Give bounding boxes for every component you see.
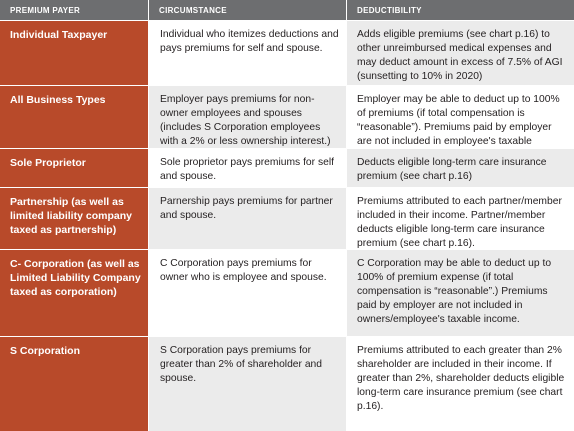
row-payer: All Business Types	[0, 85, 148, 148]
row-deductibility: Adds eligible premiums (see chart p.16) to other unreimbursed medical expenses and may deduct amount in excess of 7.5% of AGI (sunsetting to 10% in 2020)	[346, 20, 574, 85]
row-deductibility: Premiums attributed to each partner/member included in their income. Partner/member deducts eligible long-term care insurance premium (see chart p.16).	[346, 187, 574, 249]
row-payer: C- Corporation (as well as Limited Liability Company taxed as corporation)	[0, 249, 148, 336]
header-circumstance: CIRCUMSTANCE	[148, 0, 346, 20]
row-circumstance: Individual who itemizes deductions and pays premiums for self and spouse.	[148, 20, 346, 85]
row-deductibility: Deducts eligible long-term care insurance premium (see chart p.16)	[346, 148, 574, 187]
header-deductibility: DEDUCTIBILITY	[346, 0, 574, 20]
row-circumstance: C Corporation pays premiums for owner who is employee and spouse.	[148, 249, 346, 336]
row-deductibility: C Corporation may be able to deduct up to 100% of premium expense (if total compensation is “reasonable”.) Premiums paid by employer are not included in owners/employee's taxable income.	[346, 249, 574, 336]
row-circumstance: S Corporation pays premiums for greater than 2% of shareholder and spouse.	[148, 336, 346, 431]
row-payer: S Corporation	[0, 336, 148, 431]
row-payer: Sole Proprietor	[0, 148, 148, 187]
row-circumstance: Sole proprietor pays premiums for self and spouse.	[148, 148, 346, 187]
row-circumstance: Parnership pays premiums for partner and spouse.	[148, 187, 346, 249]
row-payer: Partnership (as well as limited liability company taxed as partnership)	[0, 187, 148, 249]
row-circumstance: Employer pays premiums for non-owner employees and spouses (includes S Corporation employees with a 2% or less ownership interest.)	[148, 85, 346, 148]
row-deductibility: Premiums attributed to each greater than 2% shareholder are included in their income. If greater than 2%, shareholder deducts eligible long-term care insurance premium (see chart p.16).	[346, 336, 574, 431]
row-deductibility: Employer may be able to deduct up to 100% of premiums (if total compensation is “reasonable”). Premiums paid by employer are not included in employee's taxable	[346, 85, 574, 148]
row-payer: Individual Taxpayer	[0, 20, 148, 85]
header-premium-payer: PREMIUM PAYER	[0, 0, 148, 20]
